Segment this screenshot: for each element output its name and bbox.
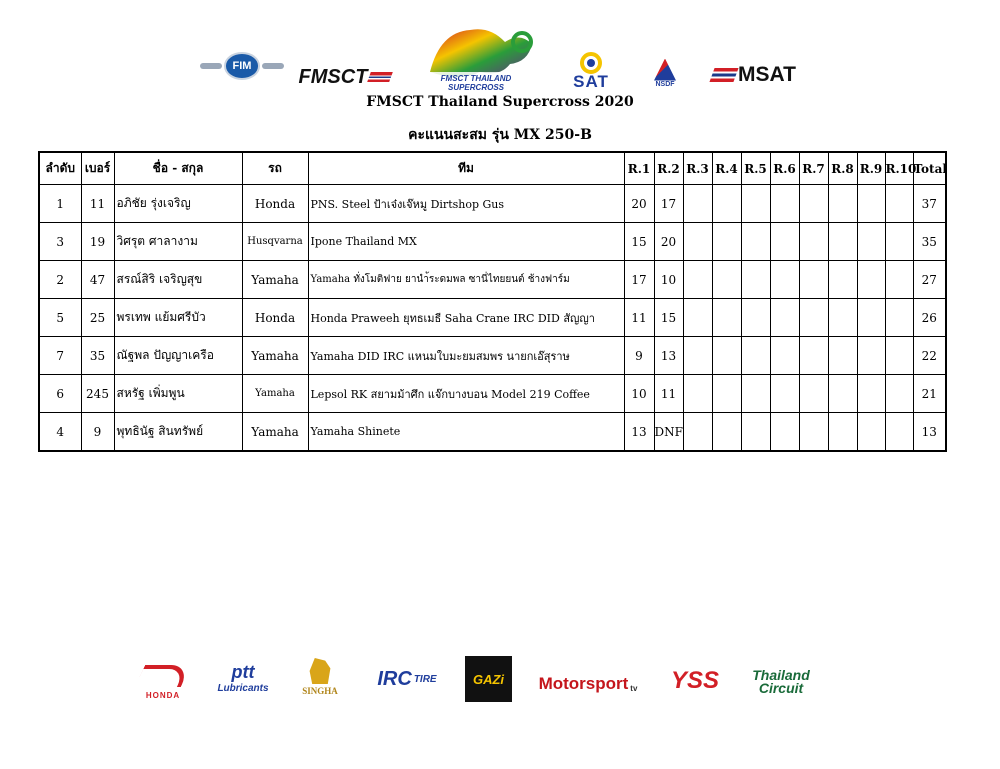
cell-team: Yamaha Shinete — [308, 413, 624, 452]
cell-r6 — [770, 375, 799, 413]
cell-rank: 4 — [39, 413, 81, 452]
cell-r2: DNF — [654, 413, 683, 452]
cell-number: 245 — [81, 375, 114, 413]
cell-r5 — [741, 413, 770, 452]
sat-logo-text: SAT — [573, 72, 609, 91]
cell-name: วิศรุต ศาลางาม — [114, 223, 242, 261]
cell-team: Lepsol RK สยามม้าศึก แจ๊กบางบอน Model 219 Coffee — [308, 375, 624, 413]
cell-r2: 10 — [654, 261, 683, 299]
cell-total: 26 — [913, 299, 946, 337]
cell-r4 — [712, 299, 741, 337]
cell-bike: Honda — [242, 299, 308, 337]
cell-r2: 17 — [654, 185, 683, 223]
cell-r4 — [712, 185, 741, 223]
cell-r6 — [770, 261, 799, 299]
nsdf-logo-text: NSDF — [655, 80, 675, 88]
cell-r9 — [857, 375, 885, 413]
cell-bike: Honda — [242, 185, 308, 223]
cell-r5 — [741, 299, 770, 337]
cell-r9 — [857, 185, 885, 223]
cell-r5 — [741, 223, 770, 261]
cell-r3 — [683, 223, 712, 261]
cell-r1: 10 — [624, 375, 654, 413]
cell-r1: 15 — [624, 223, 654, 261]
cell-r2: 20 — [654, 223, 683, 261]
cell-number: 35 — [81, 337, 114, 375]
cell-number: 19 — [81, 223, 114, 261]
header-rank: ลำดับ — [39, 152, 81, 185]
cell-r2: 11 — [654, 375, 683, 413]
table-row — [39, 299, 946, 337]
page-title: FMSCT Thailand Supercross 2020 — [366, 94, 634, 110]
cell-r10 — [885, 413, 913, 452]
cell-r7 — [799, 299, 828, 337]
cell-r3 — [683, 413, 712, 452]
cell-r5 — [741, 261, 770, 299]
cell-r8 — [828, 337, 857, 375]
cell-r8 — [828, 299, 857, 337]
cell-bike: Yamaha — [242, 337, 308, 375]
table-row — [39, 413, 946, 452]
cell-r6 — [770, 337, 799, 375]
singha-logo-text: SINGHA — [302, 686, 338, 696]
cell-r1: 13 — [624, 413, 654, 452]
msat-logo — [700, 62, 808, 88]
cell-name: ณัฐพล ปัญญาเครือ — [114, 337, 242, 375]
cell-r6 — [770, 413, 799, 452]
cell-name: สหรัฐ เพิ่มพูน — [114, 375, 242, 413]
msat-logo-text: MSAT — [738, 63, 796, 86]
sat-ring-icon — [580, 52, 602, 74]
header-name: ชื่อ - สกุล — [114, 152, 242, 185]
motorsport-tv-logo — [532, 672, 644, 696]
cell-total: 35 — [913, 223, 946, 261]
honda-wing-icon — [135, 665, 191, 687]
cell-r1: 20 — [624, 185, 654, 223]
tire-logo-text: TIRE — [413, 673, 437, 685]
lion-icon — [307, 658, 333, 684]
cell-r8 — [828, 413, 857, 452]
cell-team: Honda Praweeh ยุทธเมธี Saha Crane IRC DID สัญญา — [308, 299, 624, 337]
cell-r4 — [712, 261, 741, 299]
cell-bike: Yamaha — [242, 261, 308, 299]
fmsct-logo-text: FMSCT — [298, 65, 368, 88]
cell-r10 — [885, 299, 913, 337]
header-total: Total — [913, 152, 946, 185]
cell-r3 — [683, 185, 712, 223]
table-header-row — [39, 152, 946, 185]
cell-total: 13 — [913, 413, 946, 452]
wing-icon — [200, 63, 222, 69]
cell-r5 — [741, 185, 770, 223]
cell-r8 — [828, 261, 857, 299]
cell-r3 — [683, 337, 712, 375]
cell-r9 — [857, 299, 885, 337]
motorsport-logo-text: Motorsport — [538, 674, 629, 693]
header-r5: R.5 — [741, 152, 770, 185]
tv-logo-text: tv — [630, 683, 638, 693]
header-r4: R.4 — [712, 152, 741, 185]
cell-r3 — [683, 299, 712, 337]
cell-r9 — [857, 261, 885, 299]
cell-r6 — [770, 299, 799, 337]
cell-bike: Yamaha — [242, 375, 308, 413]
table-row — [39, 261, 946, 299]
thai-flag-icon — [368, 72, 394, 82]
irc-tire-logo — [362, 664, 452, 694]
header-team: ทีม — [308, 152, 624, 185]
cell-team: Ipone Thailand MX — [308, 223, 624, 261]
table-row — [39, 337, 946, 375]
cell-rank: 3 — [39, 223, 81, 261]
cell-name: อภิชัย รุ่งเจริญ — [114, 185, 242, 223]
supercross-logo — [410, 22, 540, 98]
fmsct-logo — [290, 64, 400, 90]
standings-table — [38, 151, 947, 452]
cell-r9 — [857, 337, 885, 375]
cell-r6 — [770, 223, 799, 261]
cell-r7 — [799, 185, 828, 223]
header-bike: รถ — [242, 152, 308, 185]
cell-team: Yamaha DID IRC แหนมใบมะยมสมพร นายกเอ๊สุราษ — [308, 337, 624, 375]
header-r2: R.2 — [654, 152, 683, 185]
cell-r7 — [799, 375, 828, 413]
header-r3: R.3 — [683, 152, 712, 185]
header-logos — [0, 12, 1000, 92]
cell-bike: Husqvarna — [242, 223, 308, 261]
cell-r7 — [799, 261, 828, 299]
gazi-logo — [465, 656, 512, 702]
cell-number: 9 — [81, 413, 114, 452]
cell-team: Yamaha ทั่งโมติฟาย ยานำ้ระดมพล ซานี่ไทยยนต์ ช้างฟาร์ม — [308, 261, 624, 299]
header-r1: R.1 — [624, 152, 654, 185]
cell-r1: 17 — [624, 261, 654, 299]
circuit-logo-text: Circuit — [758, 680, 804, 696]
nsdf-mark-icon — [654, 59, 676, 81]
header-number: เบอร์ — [81, 152, 114, 185]
cell-r1: 11 — [624, 299, 654, 337]
header-r6: R.6 — [770, 152, 799, 185]
cell-name: พุทธินัฐ สินทรัพย์ — [114, 413, 242, 452]
gazi-logo-text: GAZi — [472, 671, 505, 687]
thailand-circuit-logo — [740, 666, 822, 698]
sponsor-logos — [0, 650, 1000, 710]
cell-r8 — [828, 185, 857, 223]
cell-name: พรเทพ แย้มศรีบัว — [114, 299, 242, 337]
cell-r8 — [828, 223, 857, 261]
cell-r10 — [885, 375, 913, 413]
cell-r5 — [741, 375, 770, 413]
cell-r3 — [683, 261, 712, 299]
cell-r3 — [683, 375, 712, 413]
cell-total: 22 — [913, 337, 946, 375]
cell-number: 25 — [81, 299, 114, 337]
cell-name: สรณ์สิริ เจริญสุข — [114, 261, 242, 299]
cell-number: 47 — [81, 261, 114, 299]
cell-r4 — [712, 337, 741, 375]
cell-r4 — [712, 413, 741, 452]
table-row — [39, 375, 946, 413]
cell-bike: Yamaha — [242, 413, 308, 452]
cell-r10 — [885, 337, 913, 375]
cell-r7 — [799, 223, 828, 261]
ptt-lubricants-logo — [208, 658, 278, 698]
cell-r10 — [885, 261, 913, 299]
cell-r7 — [799, 337, 828, 375]
table-row — [39, 223, 946, 261]
header-r7: R.7 — [799, 152, 828, 185]
cell-rank: 6 — [39, 375, 81, 413]
cell-r9 — [857, 223, 885, 261]
yss-logo-text: YSS — [670, 667, 720, 694]
singha-logo — [296, 654, 344, 700]
honda-logo-text: HONDA — [145, 690, 181, 700]
header-r9: R.9 — [857, 152, 885, 185]
cell-r1: 9 — [624, 337, 654, 375]
cell-r4 — [712, 375, 741, 413]
cell-total: 37 — [913, 185, 946, 223]
cell-rank: 7 — [39, 337, 81, 375]
honda-logo — [135, 662, 191, 702]
page-subtitle: คะแนนสะสม รุ่น MX 250-B — [408, 127, 592, 143]
cell-r9 — [857, 413, 885, 452]
irc-logo-text: IRC — [377, 667, 412, 690]
wing-icon — [262, 63, 284, 69]
lubricants-logo-text: Lubricants — [217, 683, 269, 694]
cell-r7 — [799, 413, 828, 452]
sat-logo — [556, 50, 626, 94]
header-r10: R.10 — [885, 152, 913, 185]
yss-logo — [665, 666, 725, 696]
cell-r4 — [712, 223, 741, 261]
fim-logo-text: FIM — [224, 52, 261, 80]
table-row — [39, 185, 946, 223]
cell-r6 — [770, 185, 799, 223]
cell-total: 27 — [913, 261, 946, 299]
cell-rank: 2 — [39, 261, 81, 299]
thailand-logo-text: Thailand — [752, 667, 810, 683]
header-r8: R.8 — [828, 152, 857, 185]
cell-number: 11 — [81, 185, 114, 223]
cell-team: PNS. Steel ป้าเจ๋งเจ๊หมู Dirtshop Gus — [308, 185, 624, 223]
nsdf-logo — [642, 52, 688, 94]
cell-r10 — [885, 185, 913, 223]
supercross-logo-text: FMSCT THAILAND SUPERCROSS — [440, 74, 512, 92]
thai-flag-icon — [709, 68, 738, 82]
cell-r8 — [828, 375, 857, 413]
cell-rank: 1 — [39, 185, 81, 223]
cell-r2: 13 — [654, 337, 683, 375]
cell-r2: 15 — [654, 299, 683, 337]
cell-r10 — [885, 223, 913, 261]
cell-rank: 5 — [39, 299, 81, 337]
fim-logo — [198, 52, 286, 80]
cell-total: 21 — [913, 375, 946, 413]
ptt-logo-text: ptt — [231, 662, 255, 682]
cell-r5 — [741, 337, 770, 375]
